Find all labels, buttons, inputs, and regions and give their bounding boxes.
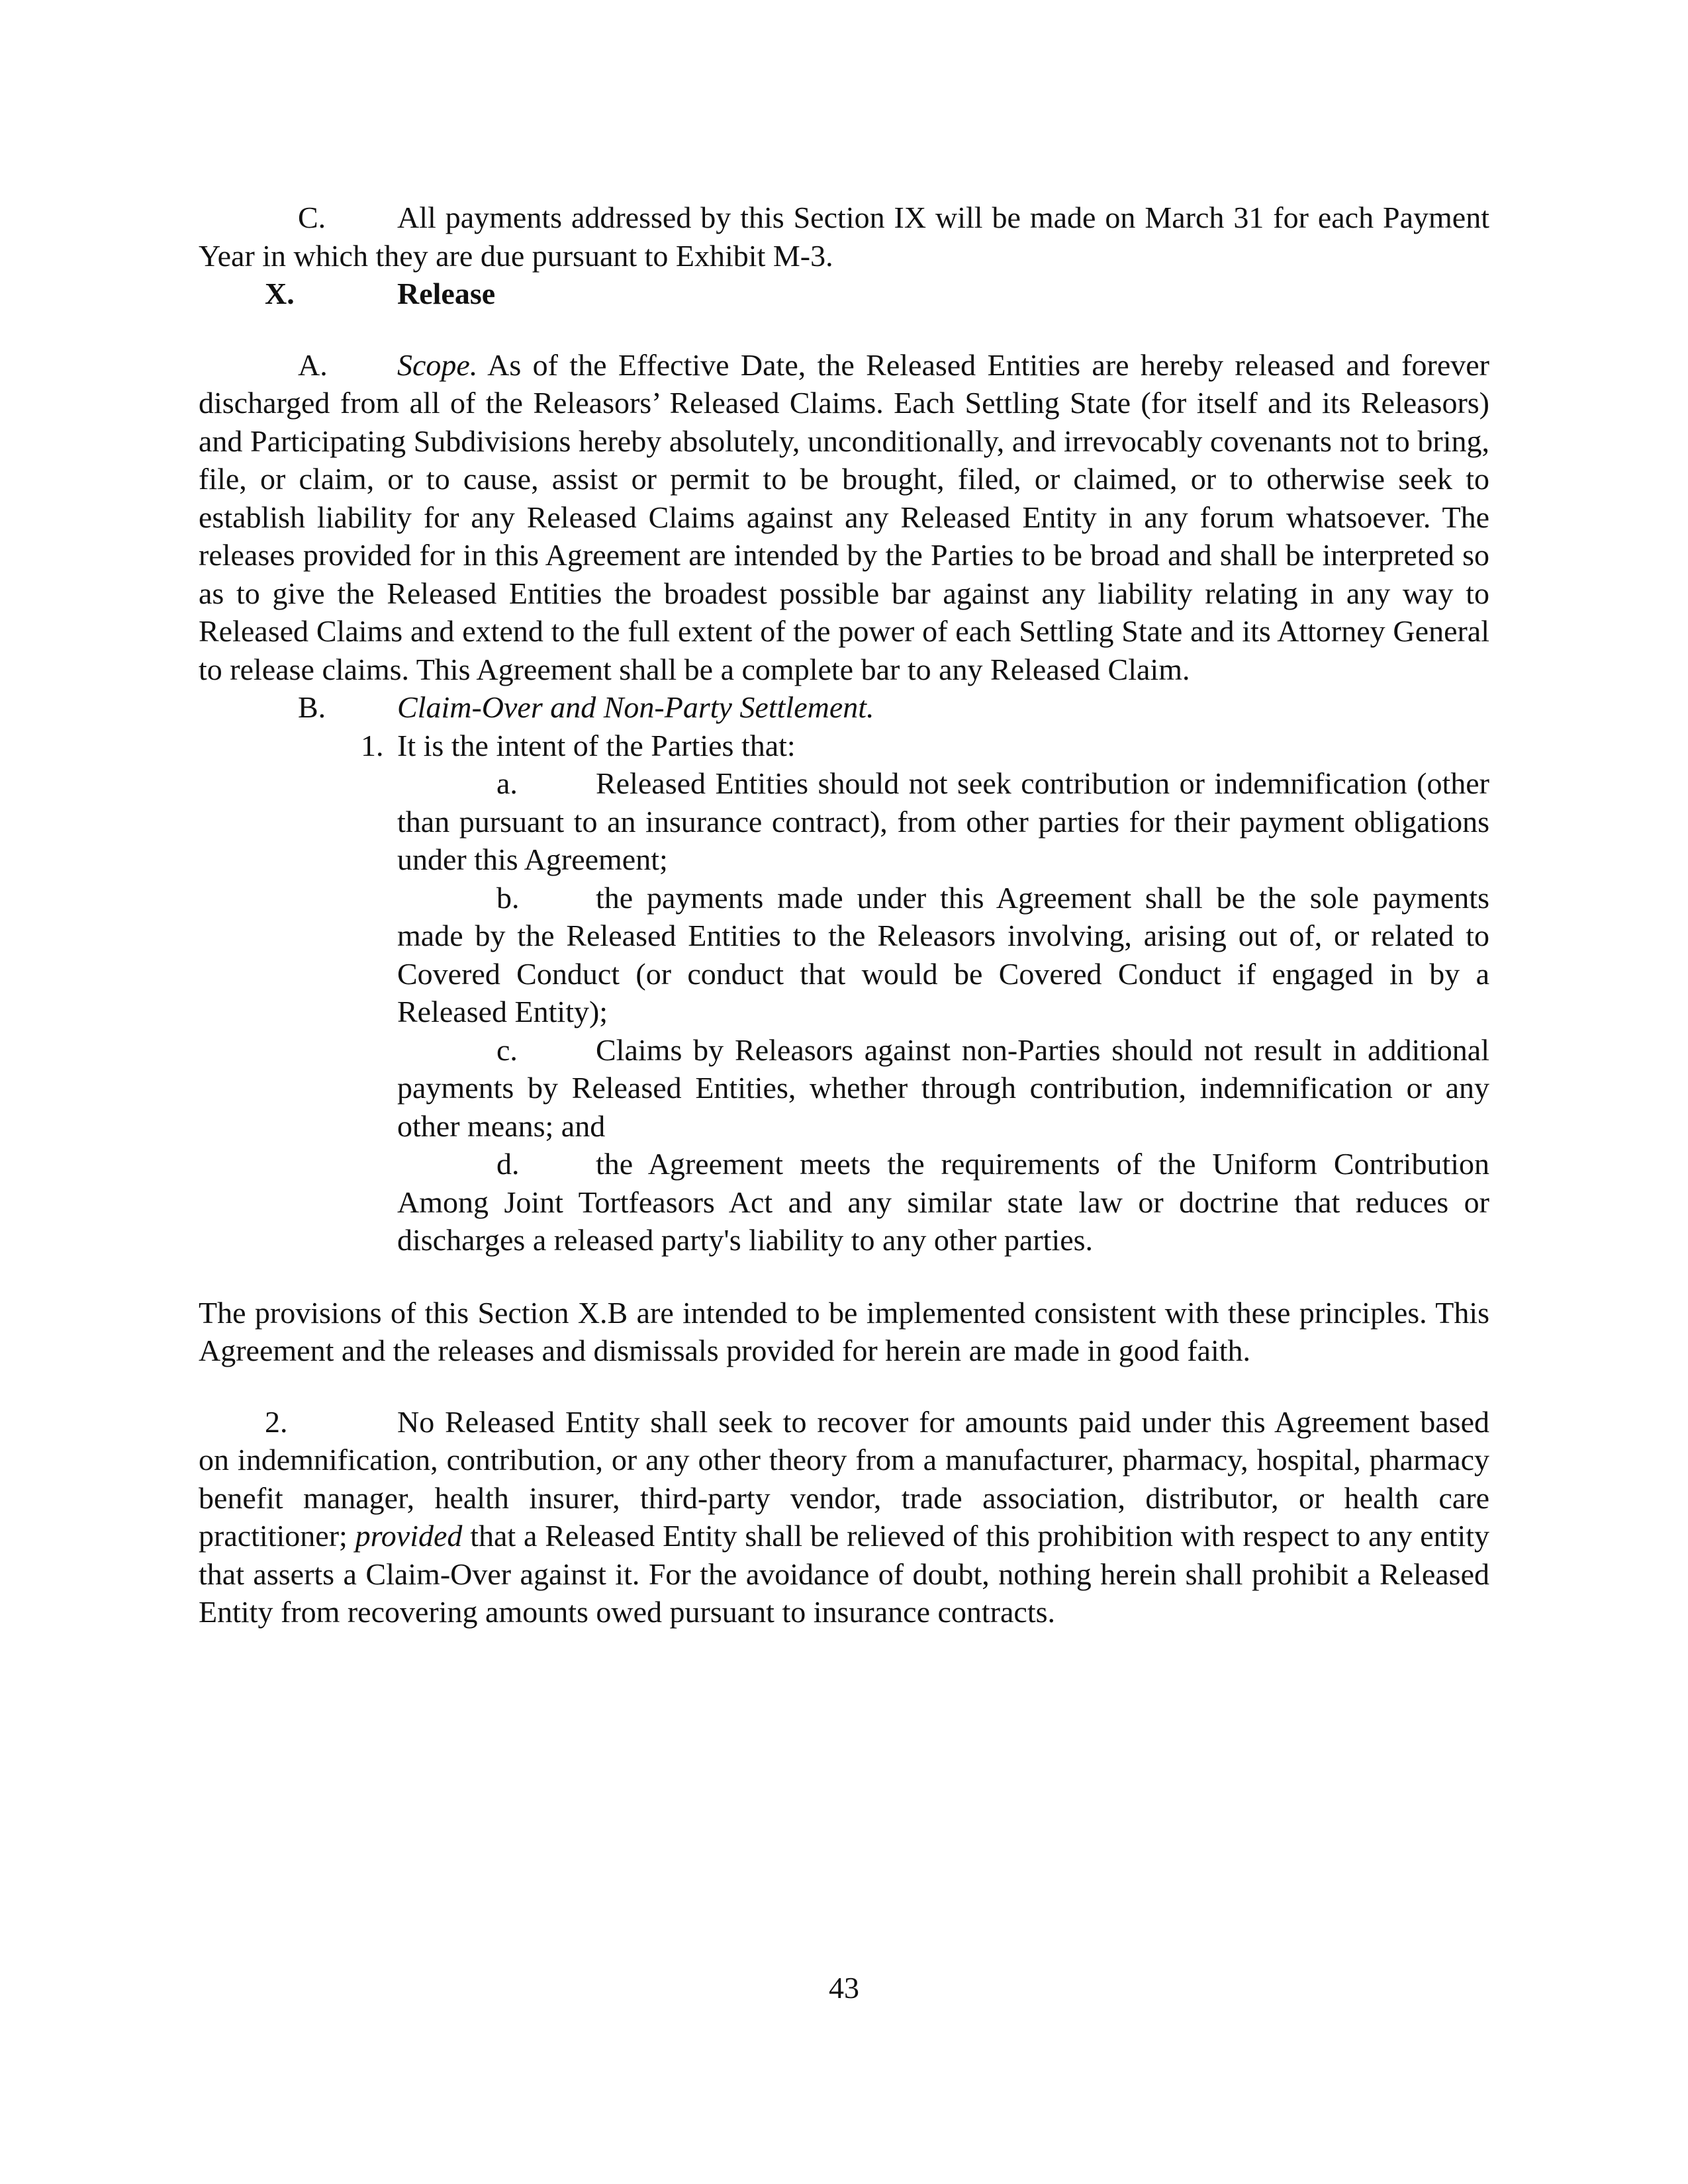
document-page xyxy=(199,199,1489,1631)
paragraph-a-marker: A. xyxy=(298,347,328,382)
item-1-text: It is the intent of the Parties that: xyxy=(397,728,796,762)
item-1 xyxy=(199,727,1489,765)
subitem-d xyxy=(397,1145,1489,1259)
subitem-c-text: Claims by Releasors against non-Parties should not result in additional payments by Released Entities, whether through contribution, indemnification or any other means; and xyxy=(397,1032,1489,1143)
subitem-b xyxy=(397,879,1489,1031)
subitem-d-text: the Agreement meets the requirements of the Uniform Contribution Among Joint Tortfeasors Act and any similar state law or doctrine that reduces or discharges a released party's liability to any other parties. xyxy=(397,1147,1489,1257)
paragraph-c xyxy=(199,199,1489,275)
subitem-a-text: Released Entities should not seek contribution or indemnification (other than pursuant to an insurance contract), from other parties for their payment obligations under this Agreement; xyxy=(397,766,1489,876)
subitem-c xyxy=(397,1031,1489,1146)
subitem-a-marker: a. xyxy=(496,766,518,800)
paragraph-b-title: Claim-Over and Non-Party Settlement. xyxy=(397,690,874,724)
subitem-b-text: the payments made under this Agreement shall be the sole payments made by the Released Entities to the Releasors involving, arising out of, or related to Covered Conduct (or conduct that would be Covered Conduct if engaged in by a Released Entity); xyxy=(397,880,1489,1028)
paragraph-b-marker: B. xyxy=(298,690,326,724)
paragraph-a-text: As of the Effective Date, the Released Entities are hereby released and forever discharged from all of the Releasors’ Released Claims. Each Settling State (for itself and its Releasors) and Participating Subdivisions hereby absolutely, unconditionally, and irrevocably covenants not to bring, file, or claim, or to cause, assist or permit to be brought, filed, or claimed, or to otherwise seek to establish liability for any Released Claims against any Released Entity in any forum whatsoever. The releases provided for in this Agreement are intended by the Parties to be broad and shall be interpreted so as to give the Released Entities the broadest possible bar against any liability relating in any way to Released Claims and extend to the full extent of the power of each Settling State and its Attorney General to release claims. This Agreement shall be a complete bar to any Released Claim. xyxy=(199,347,1489,686)
paragraph-c-marker: C. xyxy=(298,201,326,234)
page-number: 43 xyxy=(829,1971,859,2005)
subitem-d-marker: d. xyxy=(496,1147,520,1181)
paragraph-c-text: All payments addressed by this Section IX will be made on March 31 for each Payment Year in which they are due pursuant to Exhibit M-3. xyxy=(199,201,1489,273)
subitem-c-marker: c. xyxy=(496,1032,518,1067)
item-2-marker: 2. xyxy=(265,1404,288,1439)
section-x-heading xyxy=(199,275,1489,313)
provisions-paragraph: The provisions of this Section X.B are intended to be implemented consistent with these principles. This Agreement and the releases and dismissals provided for herein are made in good faith. xyxy=(199,1295,1489,1367)
item-2 xyxy=(199,1403,1489,1631)
section-x-title: Release xyxy=(397,277,496,310)
item-2-emphasis: provided xyxy=(355,1519,463,1553)
item-2-text-before: No Released Entity shall seek to recover for amounts paid under this Agreement based on indemnification, contribution, or any other theory from a manufacturer, pharmacy, hospital, pharmacy benefit manager, health insurer, third-party vendor, trade association, distributor, or health care practitioner; xyxy=(199,1404,1489,1553)
paragraph-a xyxy=(199,346,1489,689)
item-2-text-after: that a Released Entity shall be relieved of this prohibition with respect to any entity that asserts a Claim-Over against it. For the avoidance of doubt, nothing herein shall prohibit a Released Entity from recovering amounts owed pursuant to insurance contracts. xyxy=(199,1519,1490,1629)
paragraph-b-heading xyxy=(199,688,1489,727)
paragraph-a-title: Scope. xyxy=(397,347,478,382)
section-x-marker: X. xyxy=(265,277,295,310)
item-1-marker: 1. xyxy=(361,728,384,762)
subitem-a xyxy=(397,764,1489,879)
subitem-b-marker: b. xyxy=(496,880,520,915)
